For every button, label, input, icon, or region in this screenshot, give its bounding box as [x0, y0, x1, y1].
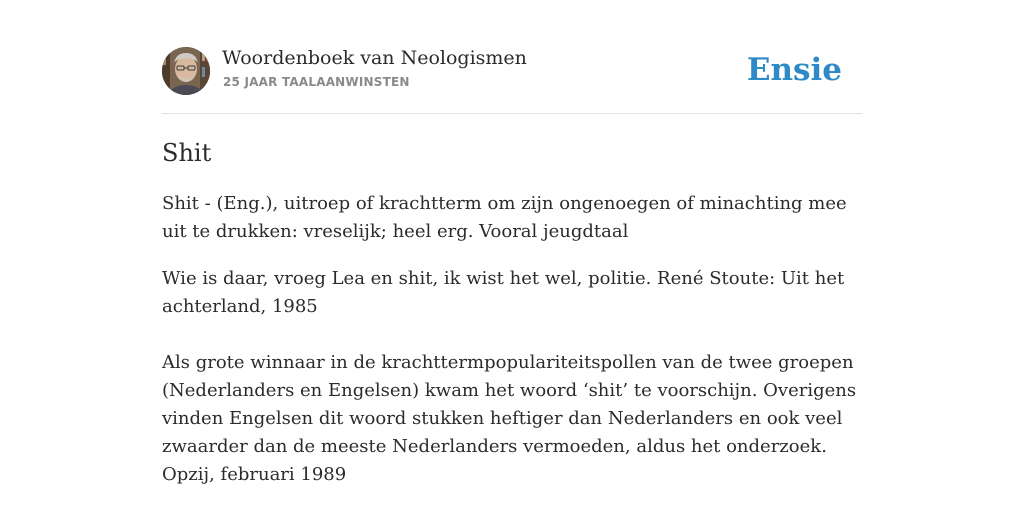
header-divider	[162, 113, 862, 114]
entry-quote-1: Wie is daar, vroeg Lea en shit, ik wist het wel, politie. René Stoute: Uit het achterland, 1985	[162, 268, 845, 317]
author-name[interactable]: Woordenboek van Neologismen	[222, 47, 527, 69]
entry-definition: Shit - (Eng.), uitroep of krachtterm om zijn ongenoegen of minachting mee uit te drukken: vreselijk; heel erg. Vooral jeugdtaal	[162, 193, 847, 242]
entry-card	[162, 0, 862, 512]
portrait-avatar-icon[interactable]	[162, 47, 210, 95]
entry-title: Shit	[162, 139, 212, 167]
author-header	[162, 46, 862, 96]
author-subtitle: 25 JAAR TAALAANWINSTEN	[223, 75, 410, 89]
brand-logo[interactable]: Ensie	[746, 52, 842, 88]
entry-quote-2: Als grote winnaar in de krachttermpopulariteitspollen van de twee groepen (Nederlanders en Engelsen) kwam het woord ‘shit’ te voorschijn. Overigens vinden Engelsen dit woord stukken heftiger dan Nederlanders en ook veel zwaarder dan de meeste Nederlanders vermoeden, aldus het onderzoek. Opzij, februari 1989	[162, 352, 857, 485]
